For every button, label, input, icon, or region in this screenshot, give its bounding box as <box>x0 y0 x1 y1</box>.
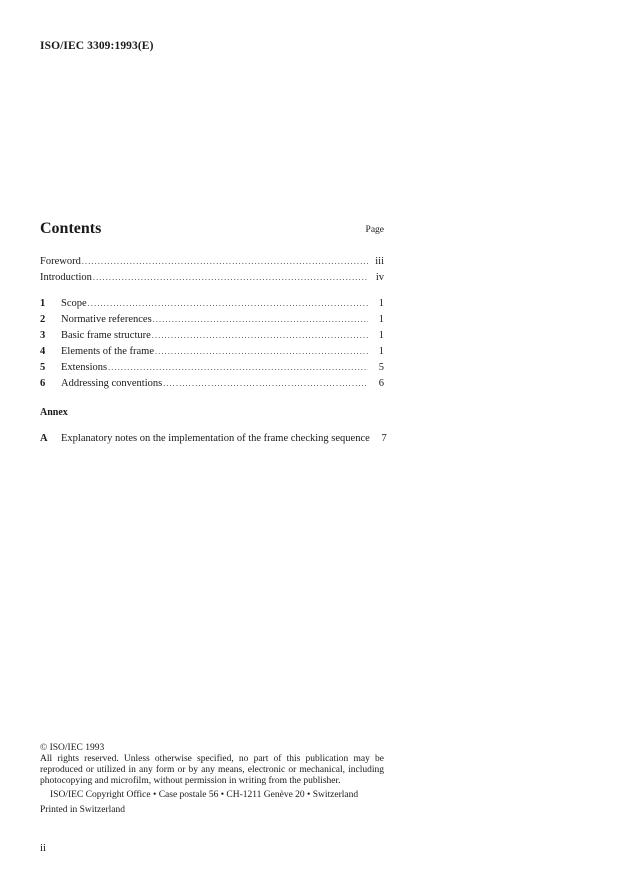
annex-heading: Annex <box>40 407 68 418</box>
toc-annexes <box>40 431 387 447</box>
toc-entry-basic-frame-structure[interactable] <box>40 328 384 344</box>
toc-clauses <box>40 296 384 392</box>
toc-entry-page: 6 <box>378 378 384 389</box>
toc-entry-number: 1 <box>40 298 46 309</box>
page-column-label: Page <box>365 225 384 235</box>
dot-leader <box>155 344 368 360</box>
toc-entry-number: A <box>40 433 48 444</box>
dot-leader <box>152 328 368 344</box>
toc-front-matter <box>40 254 384 286</box>
toc-entry-page: iii <box>375 256 384 267</box>
page-number: ii <box>40 842 47 854</box>
toc-entry-title: Extensions <box>61 362 108 373</box>
toc-entry-addressing-conventions[interactable] <box>40 376 384 392</box>
toc-entry-number: 4 <box>40 346 46 357</box>
toc-entry-page: 7 <box>381 433 387 444</box>
toc-entry-number: 3 <box>40 330 46 341</box>
toc-entry-page: 1 <box>378 346 384 357</box>
copyright-line: © ISO/IEC 1993 <box>40 743 105 753</box>
toc-entry-page: 1 <box>378 330 384 341</box>
toc-entry-title: Introduction <box>40 272 92 283</box>
toc-entry-page: 1 <box>378 314 384 325</box>
toc-entry-title: Elements of the frame <box>61 346 155 357</box>
toc-entry-number: 6 <box>40 378 46 389</box>
toc-entry-title: Explanatory notes on the implementation of the frame checking sequence <box>61 433 370 444</box>
copyright-office-address: ISO/IEC Copyright Office • Case postale 56 • CH-1211 Genève 20 • Switzerland <box>50 790 359 800</box>
contents-heading: Contents <box>40 220 102 237</box>
dot-leader <box>82 254 368 270</box>
toc-entry-elements-of-the-frame[interactable] <box>40 344 384 360</box>
toc-entry-annex-a[interactable] <box>40 431 387 447</box>
toc-entry-scope[interactable] <box>40 296 384 312</box>
toc-entry-page: 5 <box>378 362 384 373</box>
document-identifier: ISO/IEC 3309:1993(E) <box>40 40 154 52</box>
rights-notice: All rights reserved. Unless otherwise specified, no part of this publication may be reproduced or utilized in any form or by any means, electronic or mechanical, including photocopying and microfilm, without permission in writing from the publisher. <box>40 754 384 786</box>
toc-entry-number: 2 <box>40 314 46 325</box>
dot-leader <box>108 360 368 376</box>
toc-entry-foreword[interactable] <box>40 254 384 270</box>
toc-entry-introduction[interactable] <box>40 270 384 286</box>
toc-entry-page: iv <box>375 272 384 283</box>
dot-leader <box>163 376 368 392</box>
toc-entry-page: 1 <box>378 298 384 309</box>
toc-entry-title: Scope <box>61 298 87 309</box>
toc-entry-extensions[interactable] <box>40 360 384 376</box>
dot-leader <box>153 312 368 328</box>
toc-entry-title: Normative references <box>61 314 152 325</box>
toc-entry-normative-references[interactable] <box>40 312 384 328</box>
toc-entry-title: Foreword <box>40 256 81 267</box>
toc-entry-title: Addressing conventions <box>61 378 163 389</box>
toc-entry-title: Basic frame structure <box>61 330 151 341</box>
copyright-block <box>40 743 384 816</box>
printed-in: Printed in Switzerland <box>40 805 125 815</box>
dot-leader <box>93 270 368 286</box>
dot-leader <box>88 296 368 312</box>
toc-entry-number: 5 <box>40 362 46 373</box>
